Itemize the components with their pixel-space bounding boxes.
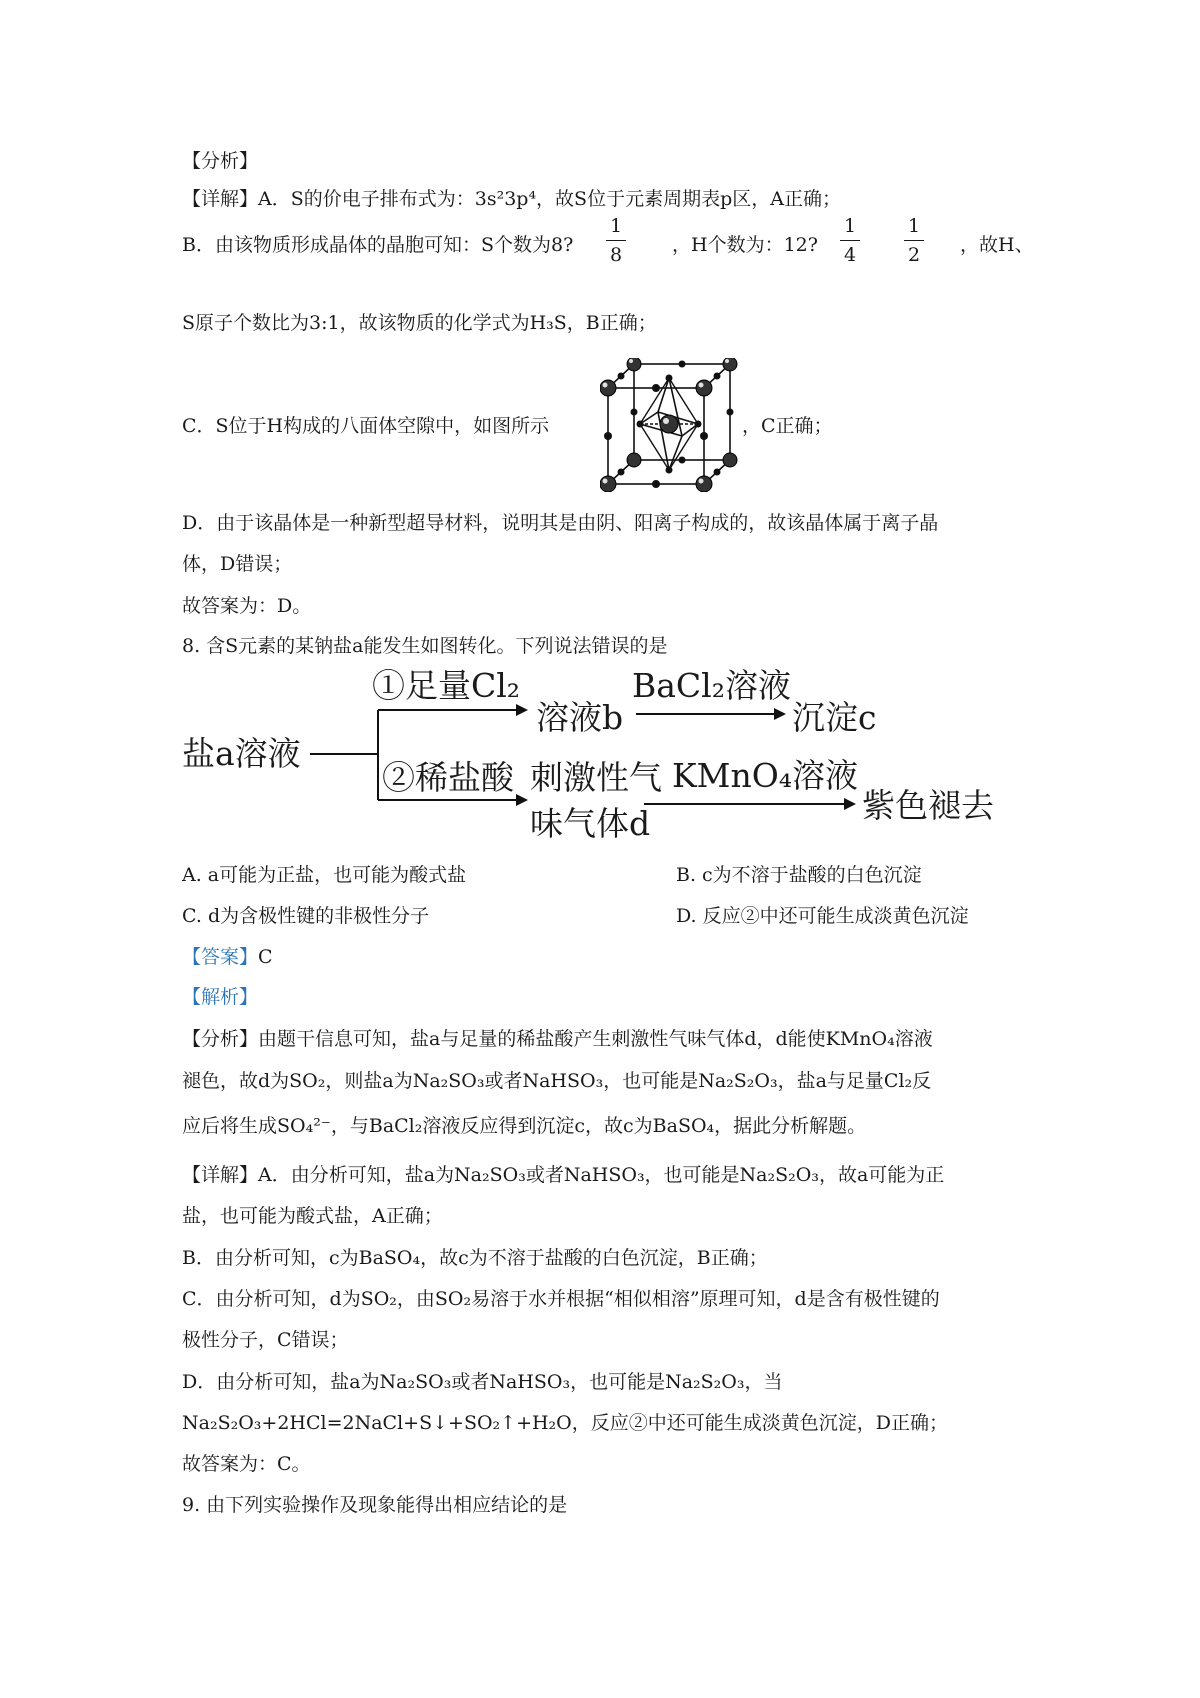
option-c: C. d为含极性键的非极性分子 <box>182 905 430 927</box>
q8-analysis-line1: 【分析】由题干信息可知，盐a与足量的稀盐酸产生刺激性气味气体d，d能使KMnO₄溶液 <box>182 1028 933 1050</box>
analysis-tag: 【分析】 <box>182 150 259 172</box>
crystal-cell-diagram <box>600 358 740 492</box>
fraction-denominator: 4 <box>843 244 857 266</box>
diagram-gas-d-line1: 刺激性气 <box>530 758 662 797</box>
fraction-one-half <box>904 214 924 267</box>
q7-detail-b-part1: B．由该物质形成晶体的晶胞可知：S个数为8? <box>182 234 574 256</box>
q9-stem: 9. 由下列实验操作及现象能得出相应结论的是 <box>182 1494 568 1516</box>
q7-detail-a: 【详解】A．S的价电子排布式为：3s²3p⁴，故S位于元素周期表p区，A正确； <box>182 188 841 210</box>
fraction-one-eighth <box>606 214 626 267</box>
q8-detail-c-line2: 极性分子，C错误； <box>182 1329 349 1351</box>
diagram-purple-fades: 紫色褪去 <box>862 786 994 825</box>
answer-tag: 【答案】 <box>182 946 259 968</box>
q8-detail-c-line1: C．由分析可知，d为SO₂，由SO₂易溶于水并根据“相似相溶”原理可知，d是含有极性键的 <box>182 1288 940 1310</box>
diagram-bacl2-label: BaCl₂溶液 <box>632 666 791 705</box>
option-a: A. a可能为正盐，也可能为酸式盐 <box>182 864 467 886</box>
q8-detail-d-line2: Na₂S₂O₃+2HCl=2NaCl+S↓+SO₂↑+H₂O，反应②中还可能生成淡黄色沉淀，D正确； <box>182 1412 948 1434</box>
q7-final-answer: 故答案为：D。 <box>182 595 312 617</box>
q8-detail-b: B．由分析可知，c为BaSO₄，故c为不溶于盐酸的白色沉淀，B正确； <box>182 1247 768 1269</box>
q8-final-answer: 故答案为：C。 <box>182 1453 311 1475</box>
option-d: D. 反应②中还可能生成淡黄色沉淀 <box>676 905 969 927</box>
diagram-gas-d-line2: 味气体d <box>530 804 651 843</box>
answer-row <box>182 944 273 970</box>
fraction-one-quarter <box>840 214 860 267</box>
q8-stem: 8. 含S元素的某钠盐a能发生如图转化。下列说法错误的是 <box>182 635 668 657</box>
fraction-denominator: 2 <box>907 244 921 266</box>
q7-detail-b-part3: ，故H、 <box>960 234 1034 256</box>
fraction-denominator: 8 <box>609 244 623 266</box>
diagram-solution-b: 溶液b <box>536 698 624 737</box>
fraction-numerator: 1 <box>843 215 857 237</box>
q7-detail-b-line2: S原子个数比为3:1，故该物质的化学式为H₃S，B正确； <box>182 312 657 334</box>
explanation-tag: 【解析】 <box>182 986 259 1008</box>
q8-detail-d-line1: D．由分析可知，盐a为Na₂SO₃或者NaHSO₃，也可能是Na₂S₂O₃，当 <box>182 1371 783 1393</box>
diagram-precipitate-c: 沉淀c <box>792 698 877 737</box>
q8-analysis-line3: 应后将生成SO₄²⁻，与BaCl₂溶液反应得到沉淀c，故c为BaSO₄，据此分析解题。 <box>182 1115 867 1137</box>
q8-analysis-line2: 褪色，故d为SO₂，则盐a为Na₂SO₃或者NaHSO₃，也可能是Na₂S₂O₃，盐a与足量Cl₂反 <box>182 1070 932 1092</box>
q7-detail-c-part1: C．S位于H构成的八面体空隙中，如图所示 <box>182 415 550 437</box>
answer-value: C <box>258 946 273 968</box>
diagram-branch2-label: ②稀盐酸 <box>382 758 514 797</box>
option-b: B. c为不溶于盐酸的白色沉淀 <box>676 864 922 886</box>
fraction-numerator: 1 <box>907 215 921 237</box>
q7-detail-d-line2: 体，D错误； <box>182 553 293 575</box>
q7-detail-c-part2: ，C正确； <box>742 415 833 437</box>
fraction-numerator: 1 <box>609 215 623 237</box>
diagram-branch1-label: ①足量Cl₂ <box>372 666 521 705</box>
q8-detail-a-line1: 【详解】A．由分析可知，盐a为Na₂SO₃或者NaHSO₃，也可能是Na₂S₂O₃，故a可能为正 <box>182 1164 945 1186</box>
diagram-start-salt-a: 盐a溶液 <box>182 734 301 773</box>
q7-detail-b-part2: ，H个数为：12? <box>672 234 818 256</box>
diagram-kmno4-label: KMnO₄溶液 <box>672 756 858 795</box>
q8-detail-a-line2: 盐，也可能为酸式盐，A正确； <box>182 1205 443 1227</box>
q7-detail-d-line1: D．由于该晶体是一种新型超导材料，说明其是由阴、阳离子构成的，故该晶体属于离子晶 <box>182 512 939 534</box>
